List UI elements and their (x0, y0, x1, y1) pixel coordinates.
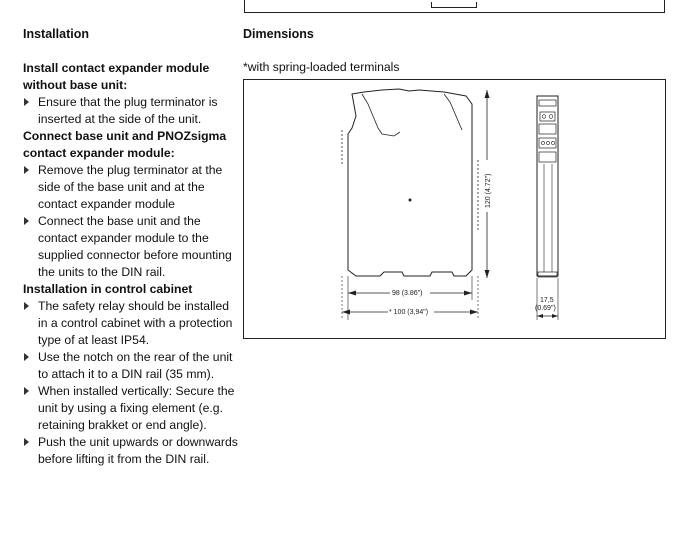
installation-column (23, 60, 238, 468)
list-item-text: Ensure that the plug terminator is inserted at the side of the unit. (38, 95, 218, 126)
terminal-screw-icon (546, 141, 549, 144)
list-item (23, 349, 238, 383)
list-item (23, 213, 238, 281)
side-terminal-block (539, 100, 556, 106)
center-hole (409, 199, 412, 202)
depth-arrow-left (537, 314, 543, 318)
depth-label-inch: (0.69") (535, 305, 556, 312)
width-arrow-left (348, 291, 356, 296)
terminal-screw-icon (541, 141, 544, 144)
module-top-contour (362, 94, 400, 136)
previous-figure-frame (244, 0, 665, 13)
bullet-list (23, 162, 238, 281)
height-arrow-bottom (485, 270, 490, 278)
dimensions-heading: Dimensions (243, 27, 314, 41)
module-front-outline (348, 89, 472, 276)
bullet-triangle-icon (24, 166, 29, 174)
bullet-triangle-icon (24, 98, 29, 106)
list-item-text: Use the notch on the rear of the unit to attach it to a DIN rail (35 mm). (38, 350, 233, 381)
dimension-drawing (244, 80, 667, 340)
module-side-outline (537, 96, 558, 276)
width-spring-label: * 100 (3,94") (389, 309, 429, 316)
bullet-triangle-icon (24, 387, 29, 395)
dimensions-caption: *with spring-loaded terminals (243, 60, 400, 74)
bullet-triangle-icon (24, 302, 29, 310)
side-label-area (539, 124, 556, 134)
list-item (23, 383, 238, 434)
list-item (23, 434, 238, 468)
module-top-contour (444, 94, 462, 130)
installation-heading: Installation (23, 27, 89, 41)
list-item-text: When installed vertically: Secure the unit by using a fixing element (e.g. retaining brakket or end angle). (38, 384, 235, 432)
width-spring-arrow-right (470, 310, 478, 315)
bullet-triangle-icon (24, 353, 29, 361)
list-item (23, 162, 238, 213)
section-title: Installation in control cabinet (23, 282, 193, 296)
height-label: 120 (4.72") (485, 173, 492, 208)
depth-label: 17,5 (540, 297, 554, 304)
side-terminal-block (539, 152, 556, 162)
list-item-text: Remove the plug terminator at the side of the base unit and at the contact expander module (38, 163, 223, 211)
list-item-text: Push the unit upwards or downwards before lifting it from the DIN rail. (38, 435, 238, 466)
bullet-list (23, 94, 238, 128)
height-arrow-top (485, 90, 490, 98)
terminal-screw-icon (542, 115, 546, 119)
bullet-list (23, 298, 238, 468)
width-arrow-right (464, 291, 472, 296)
bullet-triangle-icon (24, 438, 29, 446)
width-spring-arrow-left (342, 310, 350, 315)
bullet-triangle-icon (24, 217, 29, 225)
width-label: 98 (3.86") (392, 290, 423, 297)
dimensions-figure (243, 79, 666, 339)
depth-arrow-right (552, 314, 558, 318)
terminal-screw-icon (549, 115, 553, 119)
list-item (23, 94, 238, 128)
previous-figure-fragment (431, 2, 477, 8)
list-item (23, 298, 238, 349)
list-item-text: The safety relay should be installed in a control cabinet with a protection type of at least IP54. (38, 299, 233, 347)
list-item-text: Connect the base unit and the contact expander module to the supplied connector before mounting the units to the DIN rail. (38, 214, 232, 279)
section-title: Install contact expander module without base unit: (23, 61, 210, 92)
terminal-screw-icon (551, 141, 554, 144)
section-title: Connect base unit and PNOZsigma contact expander module: (23, 129, 227, 160)
